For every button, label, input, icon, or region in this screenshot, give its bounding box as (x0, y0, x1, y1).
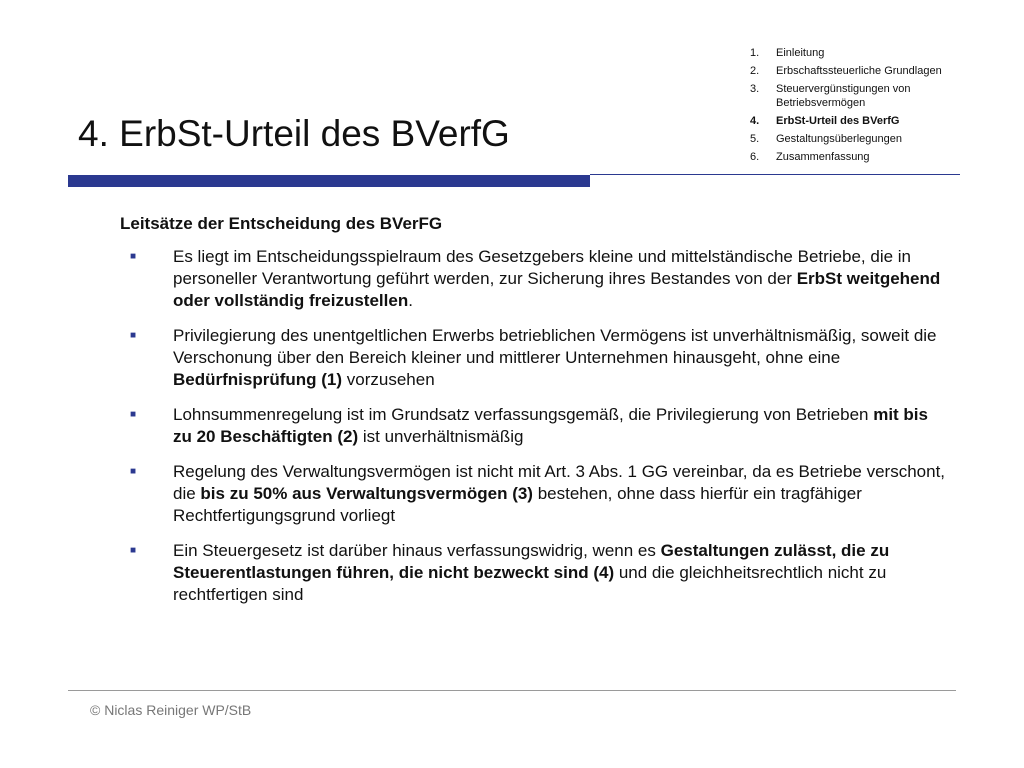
square-bullet-icon: ■ (130, 330, 137, 341)
bullet-text-run: bestehen, ohne dass hierfür ein tragfähiger Rechtfertigungsgrund vorliegt (173, 484, 862, 525)
agenda-item-label: Steuervergünstigungen von Betriebsvermögen (776, 83, 911, 109)
agenda-list (750, 46, 960, 168)
bullet-text-run: ist unverhältnismäßig (358, 427, 524, 446)
bullet-text-run: Es liegt im Entscheidungsspielraum des Gesetzgebers kleine und mittelständische Betriebe, die in personeller Verantwortung geführt werden, zur Sicherung ihres Bestandes von der (173, 247, 912, 288)
bullet-item (130, 246, 950, 312)
bullet-item (130, 325, 950, 391)
agenda-item-number: 5. (750, 133, 760, 145)
agenda-item-number: 2. (750, 65, 760, 77)
bullet-item (130, 404, 950, 448)
bullet-text (173, 325, 950, 391)
bullet-text-run: Lohnsummenregelung ist im Grundsatz verfassungsgemäß, die Privilegierung von Betrieben (173, 405, 874, 424)
agenda-item-label: Gestaltungsüberlegungen (776, 133, 902, 145)
agenda-item (750, 132, 960, 146)
agenda-item (750, 64, 960, 78)
title-accent-bar (68, 175, 590, 187)
square-bullet-icon: ■ (130, 409, 137, 420)
agenda-item-number: 3. (750, 83, 760, 95)
agenda-item (750, 46, 960, 60)
square-bullet-icon: ■ (130, 251, 137, 262)
agenda-item-label: Zusammenfassung (776, 151, 870, 163)
bullet-text-run: und die gleichheitsrechtlich nicht zu rechtfertigen sind (173, 563, 887, 604)
square-bullet-icon: ■ (130, 466, 137, 477)
slide-title: 4. ErbSt-Urteil des BVerfG (78, 113, 510, 154)
bullet-text (173, 540, 950, 606)
bullet-text-run: Ein Steuergesetz ist darüber hinaus verfassungswidrig, wenn es (173, 541, 661, 560)
agenda-item-number: 1. (750, 47, 760, 59)
bullet-text-bold: bis zu 50% aus Verwaltungsvermögen (3) (200, 484, 533, 503)
agenda-item (750, 150, 960, 164)
section-heading: Leitsätze der Entscheidung des BVerFG (120, 214, 443, 233)
agenda-item-number: 4. (750, 115, 760, 127)
bullet-item (130, 461, 950, 527)
bullet-text-bold: ErbSt weitgehend oder vollständig freizustellen (173, 269, 941, 310)
agenda-item-active (750, 114, 960, 128)
bullet-text-run: Regelung des Verwaltungsvermögen ist nicht mit Art. 3 Abs. 1 GG vereinbar, da es Betriebe verschont, die (173, 462, 946, 503)
bullet-item (130, 540, 950, 606)
bullet-text (173, 246, 950, 312)
agenda-item-label: Erbschaftssteuerliche Grundlagen (776, 65, 942, 77)
agenda-item-label: Einleitung (776, 47, 825, 59)
agenda-item-number: 6. (750, 151, 760, 163)
bullet-text (173, 404, 950, 448)
agenda-item-label: ErbSt-Urteil des BVerfG (776, 115, 900, 127)
bullet-text (173, 461, 950, 527)
bullet-text-run: vorzusehen (342, 370, 435, 389)
square-bullet-icon: ■ (130, 545, 137, 556)
bullet-list (130, 246, 950, 619)
title-divider-line (590, 174, 960, 175)
bullet-text-bold: mit bis zu 20 Beschäftigten (2) (173, 405, 928, 446)
footer-copyright: © Niclas Reiniger WP/StB (90, 702, 252, 718)
footer-divider (68, 690, 956, 691)
bullet-text-run: Privilegierung des unentgeltlichen Erwerbs betrieblichen Vermögens ist unverhältnismäßig, soweit die Verschonung über den Bereich kleiner und mittlerer Unternehmen hinausgeht, ohne eine (173, 326, 937, 367)
bullet-text-run: . (408, 291, 413, 310)
bullet-text-bold: Bedürfnisprüfung (1) (173, 370, 343, 389)
bullet-text-bold: Gestaltungen zulässt, die zu Steuerentlastungen führen, die nicht bezweckt sind (4) (173, 541, 890, 582)
agenda-item (750, 82, 960, 110)
